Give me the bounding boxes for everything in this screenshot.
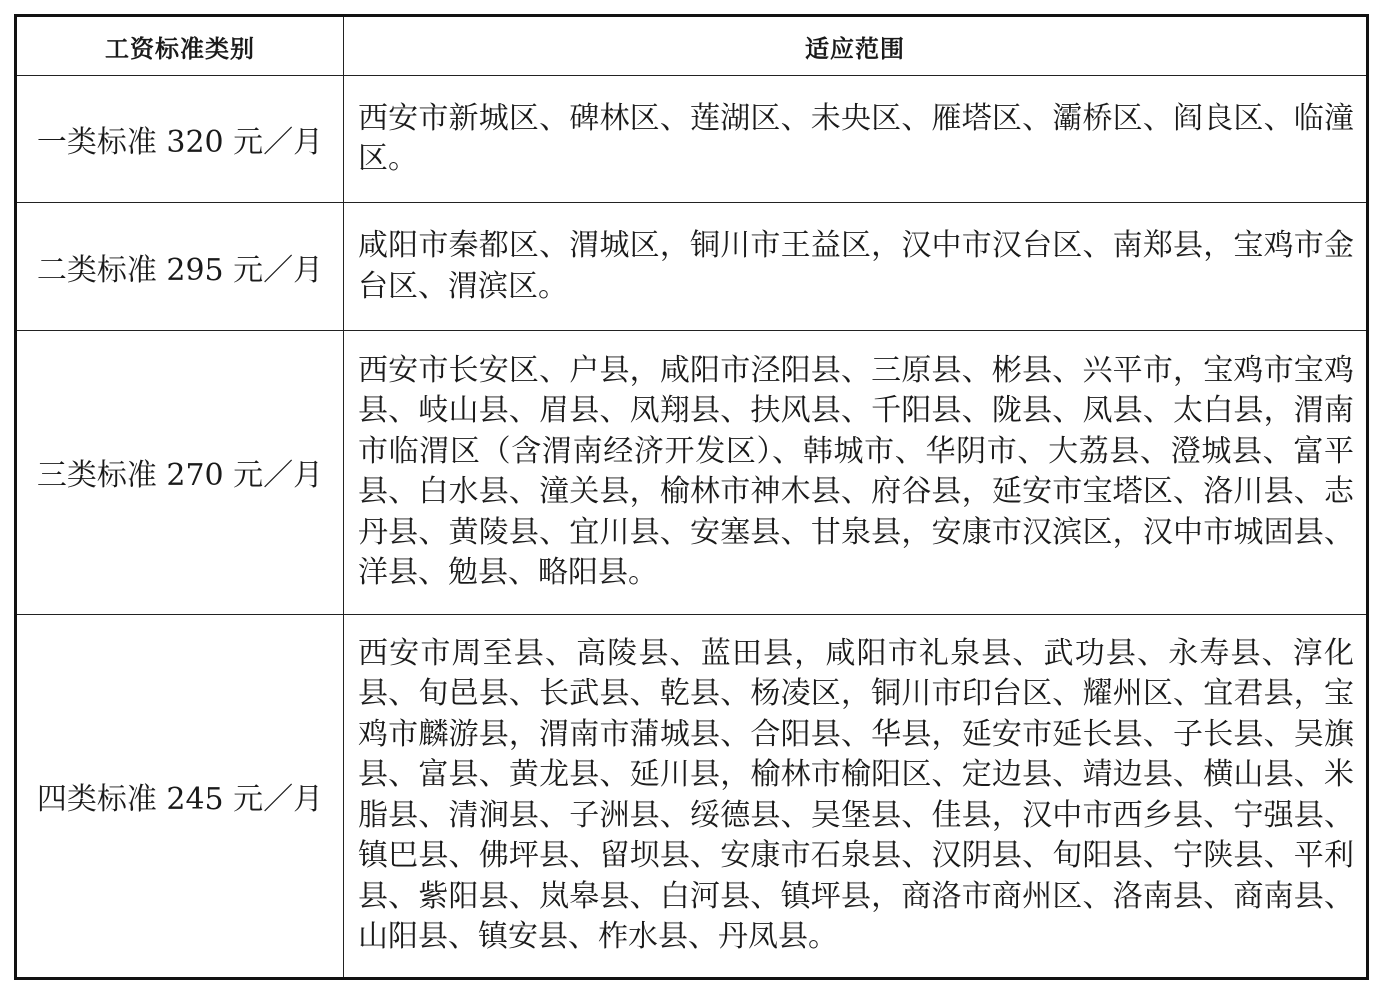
header-row [16, 16, 1368, 76]
wage-standard-table [14, 14, 1369, 980]
header-category: 工资标准类别 [16, 16, 344, 76]
table-body [16, 76, 1368, 979]
header-scope: 适应范围 [344, 16, 1368, 76]
table-header [16, 16, 1368, 76]
category-cell: 二类标准 295 元／月 [16, 203, 344, 330]
scope-cell: 西安市周至县、高陵县、蓝田县，咸阳市礼泉县、武功县、永寿县、淳化县、旬邑县、长武县、乾县、杨凌区，铜川市印台区、耀州区、宜君县，宝鸡市麟游县，渭南市蒲城县、合阳县、华县，延安市延长县、子长县、吴旗县、富县、黄龙县、延川县，榆林市榆阳区、定边县、靖边县、横山县、米脂县、清涧县、子洲县、绥德县、吴堡县、佳县，汉中市西乡县、宁强县、镇巴县、佛坪县、留坝县、安康市石泉县、汉阴县、旬阳县、宁陕县、平利县、紫阳县、岚皋县、白河县、镇坪县，商洛市商州区、洛南县、商南县、山阳县、镇安县、柞水县、丹凤县。 [344, 614, 1368, 978]
scope-cell: 西安市长安区、户县，咸阳市泾阳县、三原县、彬县、兴平市，宝鸡市宝鸡县、岐山县、眉县、凤翔县、扶风县、千阳县、陇县、凤县、太白县，渭南市临渭区（含渭南经济开发区）、韩城市、华阴市、大荔县、澄城县、富平县、白水县、潼关县，榆林市神木县、府谷县，延安市宝塔区、洛川县、志丹县、黄陵县、宜川县、安塞县、甘泉县，安康市汉滨区，汉中市城固县、洋县、勉县、略阳县。 [344, 330, 1368, 614]
table-row [16, 203, 1368, 330]
table-row [16, 76, 1368, 203]
category-cell: 四类标准 245 元／月 [16, 614, 344, 978]
category-cell: 一类标准 320 元／月 [16, 76, 344, 203]
scope-cell: 咸阳市秦都区、渭城区，铜川市王益区，汉中市汉台区、南郑县，宝鸡市金台区、渭滨区。 [344, 203, 1368, 330]
category-cell: 三类标准 270 元／月 [16, 330, 344, 614]
table-row [16, 614, 1368, 978]
table-row [16, 330, 1368, 614]
scope-cell: 西安市新城区、碑林区、莲湖区、未央区、雁塔区、灞桥区、阎良区、临潼区。 [344, 76, 1368, 203]
